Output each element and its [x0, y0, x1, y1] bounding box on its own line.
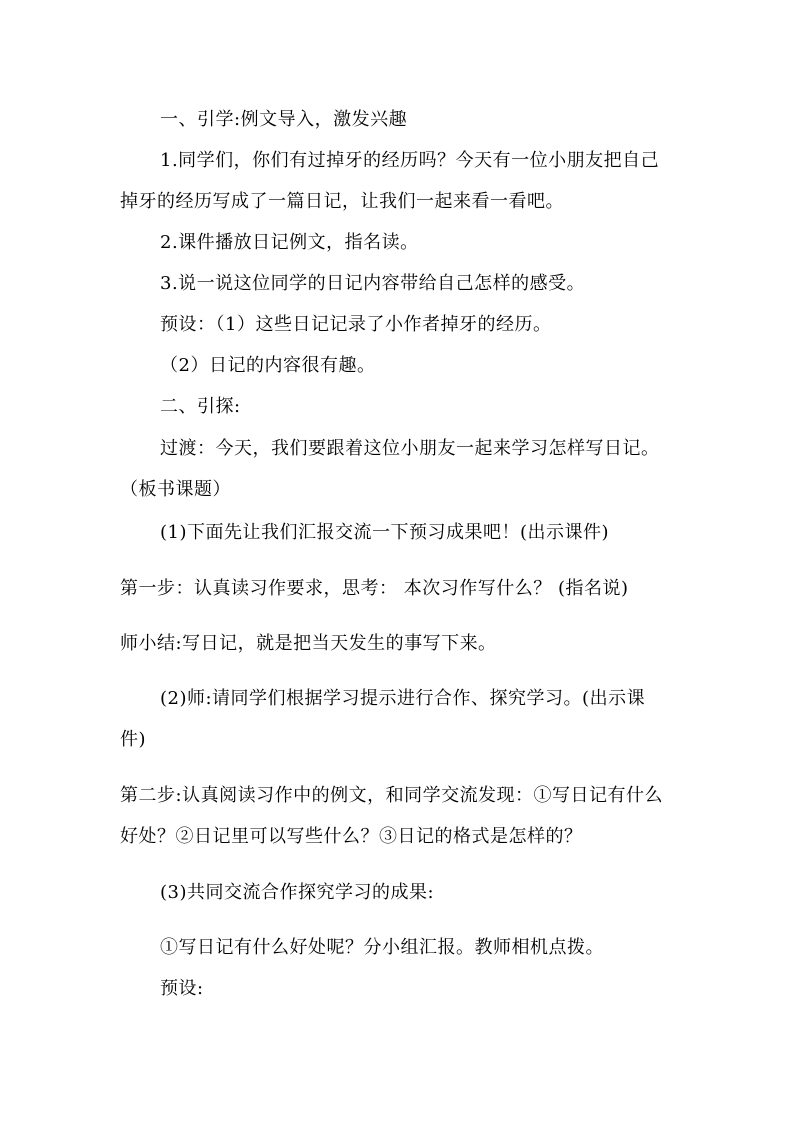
paragraph-line: 第一步：认真读习作要求，思考： 本次习作写什么？ (指名说) — [120, 578, 629, 599]
paragraph-line: （板书课题） — [120, 479, 231, 500]
heading-explore: 二、引探: — [160, 396, 241, 417]
paragraph-line: 师小结:写日记，就是把当天发生的事写下来。 — [120, 633, 497, 654]
paragraph-line: 过渡：今天，我们要跟着这位小朋友一起来学习怎样写日记。 — [160, 438, 660, 459]
paragraph-line: 预设: — [160, 978, 204, 999]
paragraph-line: (2)师:请同学们根据学习提示进行合作、探究学习。(出示课 — [160, 688, 646, 709]
paragraph-line: （2）日记的内容很有趣。 — [160, 355, 376, 376]
paragraph-line: (3)共同交流合作探究学习的成果: — [160, 882, 435, 903]
paragraph-line: 3.说一说这位同学的日记内容带给自己怎样的感受。 — [160, 273, 586, 294]
paragraph-line: 预设：（1）这些日记记录了小作者掉牙的经历。 — [160, 314, 552, 335]
paragraph-line: 件) — [120, 729, 147, 750]
paragraph-line: 掉牙的经历写成了一篇日记，让我们一起来看一看吧。 — [120, 191, 564, 212]
heading-intro: 一、引学:例文导入，激发兴趣 — [160, 109, 408, 130]
paragraph-line: 好处？②日记里可以写些什么？③日记的格式是怎样的？ — [120, 826, 583, 847]
paragraph-line: (1)下面先让我们汇报交流一下预习成果吧！(出示课件) — [160, 522, 610, 543]
paragraph-line: 1.同学们，你们有过掉牙的经历吗？今天有一位小朋友把自己 — [160, 150, 660, 171]
paragraph-line: 第二步:认真阅读习作中的例文，和同学交流发现：①写日记有什么 — [120, 785, 664, 806]
paragraph-line: 2.课件播放日记例文，指名读。 — [160, 232, 419, 253]
paragraph-line: ①写日记有什么好处呢？分小组汇报。教师相机点拨。 — [160, 937, 604, 958]
